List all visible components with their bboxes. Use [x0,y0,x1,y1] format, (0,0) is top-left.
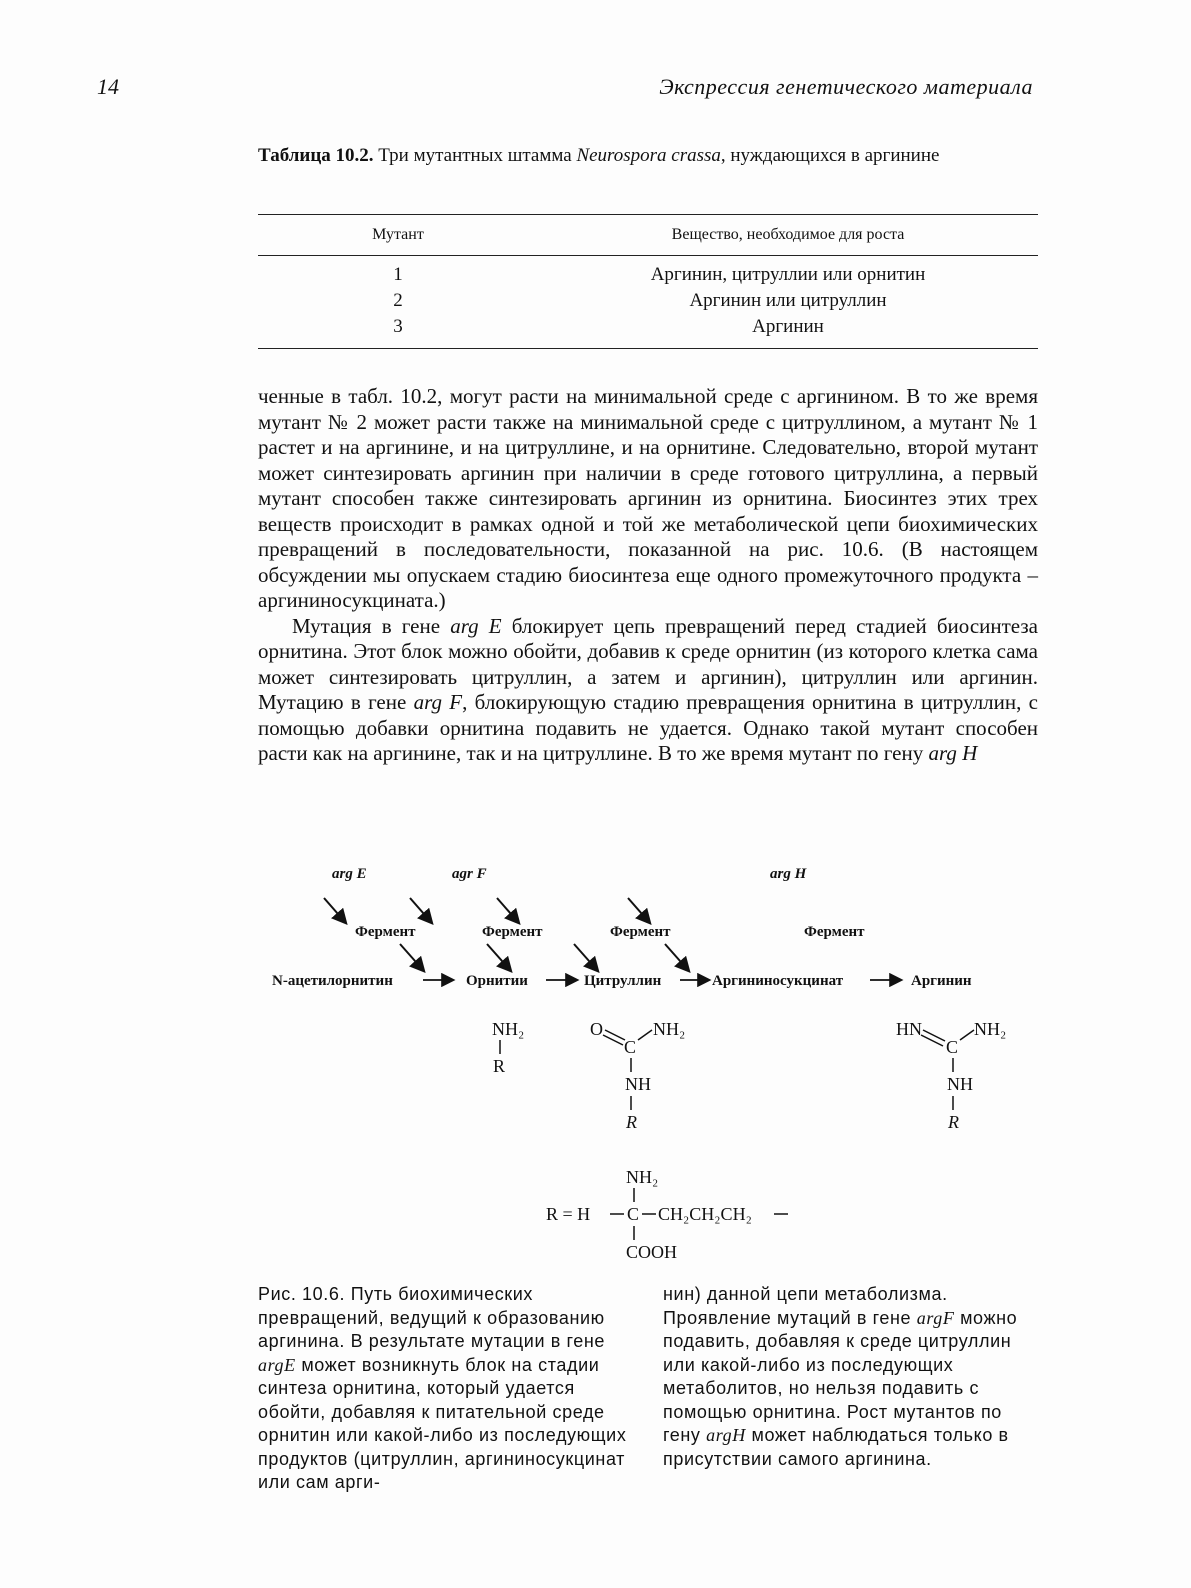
paragraph-2 [258,614,1038,767]
atom-label: R = H [546,1204,591,1224]
atom-label: R [948,1112,959,1132]
caption-text: может наблюдаться только в присутствии самого аргинина. [663,1425,1009,1469]
cell-substance: Аргинин или цитруллин [689,290,887,311]
table-row [258,262,1038,288]
figure-caption-column-2 [663,1283,1043,1471]
table-body [258,256,1038,348]
compound-citrulline: Цитруллин [584,973,662,989]
arginine-structure [896,1019,1006,1132]
bond [603,1035,623,1045]
arrow-gene-to-enzyme [324,898,345,922]
cell-mutant: 3 [393,316,403,337]
arrow-enzyme-to-step [400,944,423,970]
atom-label: C [624,1037,637,1057]
enzyme-label: Фермент [610,924,671,940]
cell-substance: Аргинин, цитруллии или орнитин [650,264,926,285]
gene-name: arg E [450,613,502,638]
arrow-gene-to-enzyme [410,898,431,922]
mutant-table [258,214,1038,349]
enzyme-label: Фермент [804,924,865,940]
cell-mutant: 2 [393,290,403,311]
bond [605,1030,625,1040]
arrow-enzyme-to-step [665,944,688,970]
arrow-enzyme-to-step [487,944,510,970]
atom-label: O [590,1019,603,1039]
paragraph-2-text: блокирует цепь превращений перед стадией биосинтеза орнитина. Этот блок можно обойти, добавив к среде орнитин (из которого клетка сама может синтезировать цитруллин, а затем и аргинин), цитруллин или аргинин. Мутацию в гене [258,613,1038,714]
atom-label: C [627,1204,640,1224]
gene-name: arg F [413,690,463,714]
figure-caption-column-1 [258,1283,628,1495]
ornithine-structure [492,1019,524,1076]
pathway-svg [260,860,1040,1280]
atom-label: NH₂ [492,1019,525,1039]
arrow-enzyme-to-step [574,944,597,970]
running-head: Экспрессия генетического материала [659,74,1033,99]
caption-text: нин) данной цепи метаболизма. Проявление мутаций в гене [663,1284,948,1328]
atom-label: NH₂ [626,1167,659,1187]
atom-label: HN [896,1019,922,1039]
gene-name: argH [706,1425,746,1445]
enzyme-label: Фермент [355,924,416,940]
compound-argininosuccinate: Аргининосукцинат [712,973,844,989]
r-group-definition [546,1167,788,1262]
gene-name: argE [258,1354,296,1375]
bond [921,1035,943,1046]
body-text [258,384,1038,767]
gene-label-argH: arg H [770,866,807,882]
table-caption-label: Таблица 10.2. [258,145,374,166]
caption-text: можно подавить, добавляя к среде цитруллин или какой-либо из последующих метаболитов, но нельзя подавить с помощью орнитина. Рост мутантов по гену [663,1307,1018,1445]
caption-text: Рис. 10.6. Путь биохимических превращений, ведущий к образованию аргинина. В результате мутации в гене [258,1284,606,1351]
arginine-pathway-diagram [260,860,1040,1280]
gene-label-argF: agr F [452,866,487,882]
arrow-gene-to-enzyme [628,898,649,922]
column-header-mutant: Мутант [372,226,424,243]
atom-label: C [946,1037,959,1057]
atom-label: NH₂ [653,1019,686,1039]
atom-label: NH [947,1074,973,1094]
bond [923,1030,945,1041]
atom-label: COOH [626,1242,678,1262]
paragraph-2-text: Мутация в гене [292,613,451,638]
caption-text: может возникнуть блок на стадии синтеза орнитина, который удается обойти, добавляя к питательной среде орнитин или какой-либо из последующих продуктов (цитруллин, аргининосукцинат или сам арги- [258,1354,627,1492]
gene-label-argE: arg E [332,866,367,882]
atom-label: NH₂ [974,1019,1007,1039]
paragraph-2-text: , блокирующую стадию превращения орнитина в цитруллин, с помощью добавки орнитина подавить не удается. Однако такой мутант способен расти как на аргинине, так и на цитруллине. В то же время мутант по гену [258,690,1038,765]
compound-ornithine: Орнитии [466,973,528,989]
species-name: Neurospora crassa [576,145,721,166]
arrow-gene-to-enzyme [497,898,518,922]
compound-arginine: Аргинин [911,973,972,989]
table-row [258,314,1038,340]
bond [960,1030,974,1040]
atom-label: R [493,1056,506,1076]
bond [638,1030,652,1040]
cell-mutant: 1 [393,264,403,285]
table-bottom-rule [258,348,1038,349]
table-caption-text: Три мутантных штамма [373,145,577,166]
cell-substance: Аргинин [752,316,824,337]
paragraph-1: ченные в табл. 10.2, могут расти на минимальной среде с аргинином. В то же время мутант № 2 может расти также на минимальной среде с цитруллином, а мутант № 1 растет и на аргинине, и на цитруллине, и на орнитине. Следовательно, второй мутант может синтезировать аргинин при наличии в среде готового цитруллина, а первый мутант способен также синтезировать аргинин из орнитина. Биосинтез этих трех веществ происходит в рамках одной и той же метаболической цепи биохимических превращений в последовательности, показанной на рис. 10.6. (В настоящем обсуждении мы опускаем стадию биосинтеза еще одного промежуточного продукта – аргининосукцината.) [258,384,1038,612]
atom-label: NH [625,1074,651,1094]
column-header-substance: Вещество, необходимое для роста [671,226,905,243]
table-row [258,288,1038,314]
table-caption [258,144,1018,167]
gene-name: argF [916,1307,955,1328]
atom-label: R [626,1112,637,1132]
table-header-row [258,215,1038,255]
gene-name: arg H [928,741,978,765]
compound-n-acetylornithine: N-ацетилорнитин [272,973,393,989]
enzyme-label: Фермент [482,924,543,940]
atom-label: CH₂CH₂CH₂ [658,1204,752,1224]
page-number: 14 [97,74,119,99]
table-caption-text-end: , нуждающихся в аргинине [720,145,940,166]
citrulline-structure [590,1019,685,1132]
